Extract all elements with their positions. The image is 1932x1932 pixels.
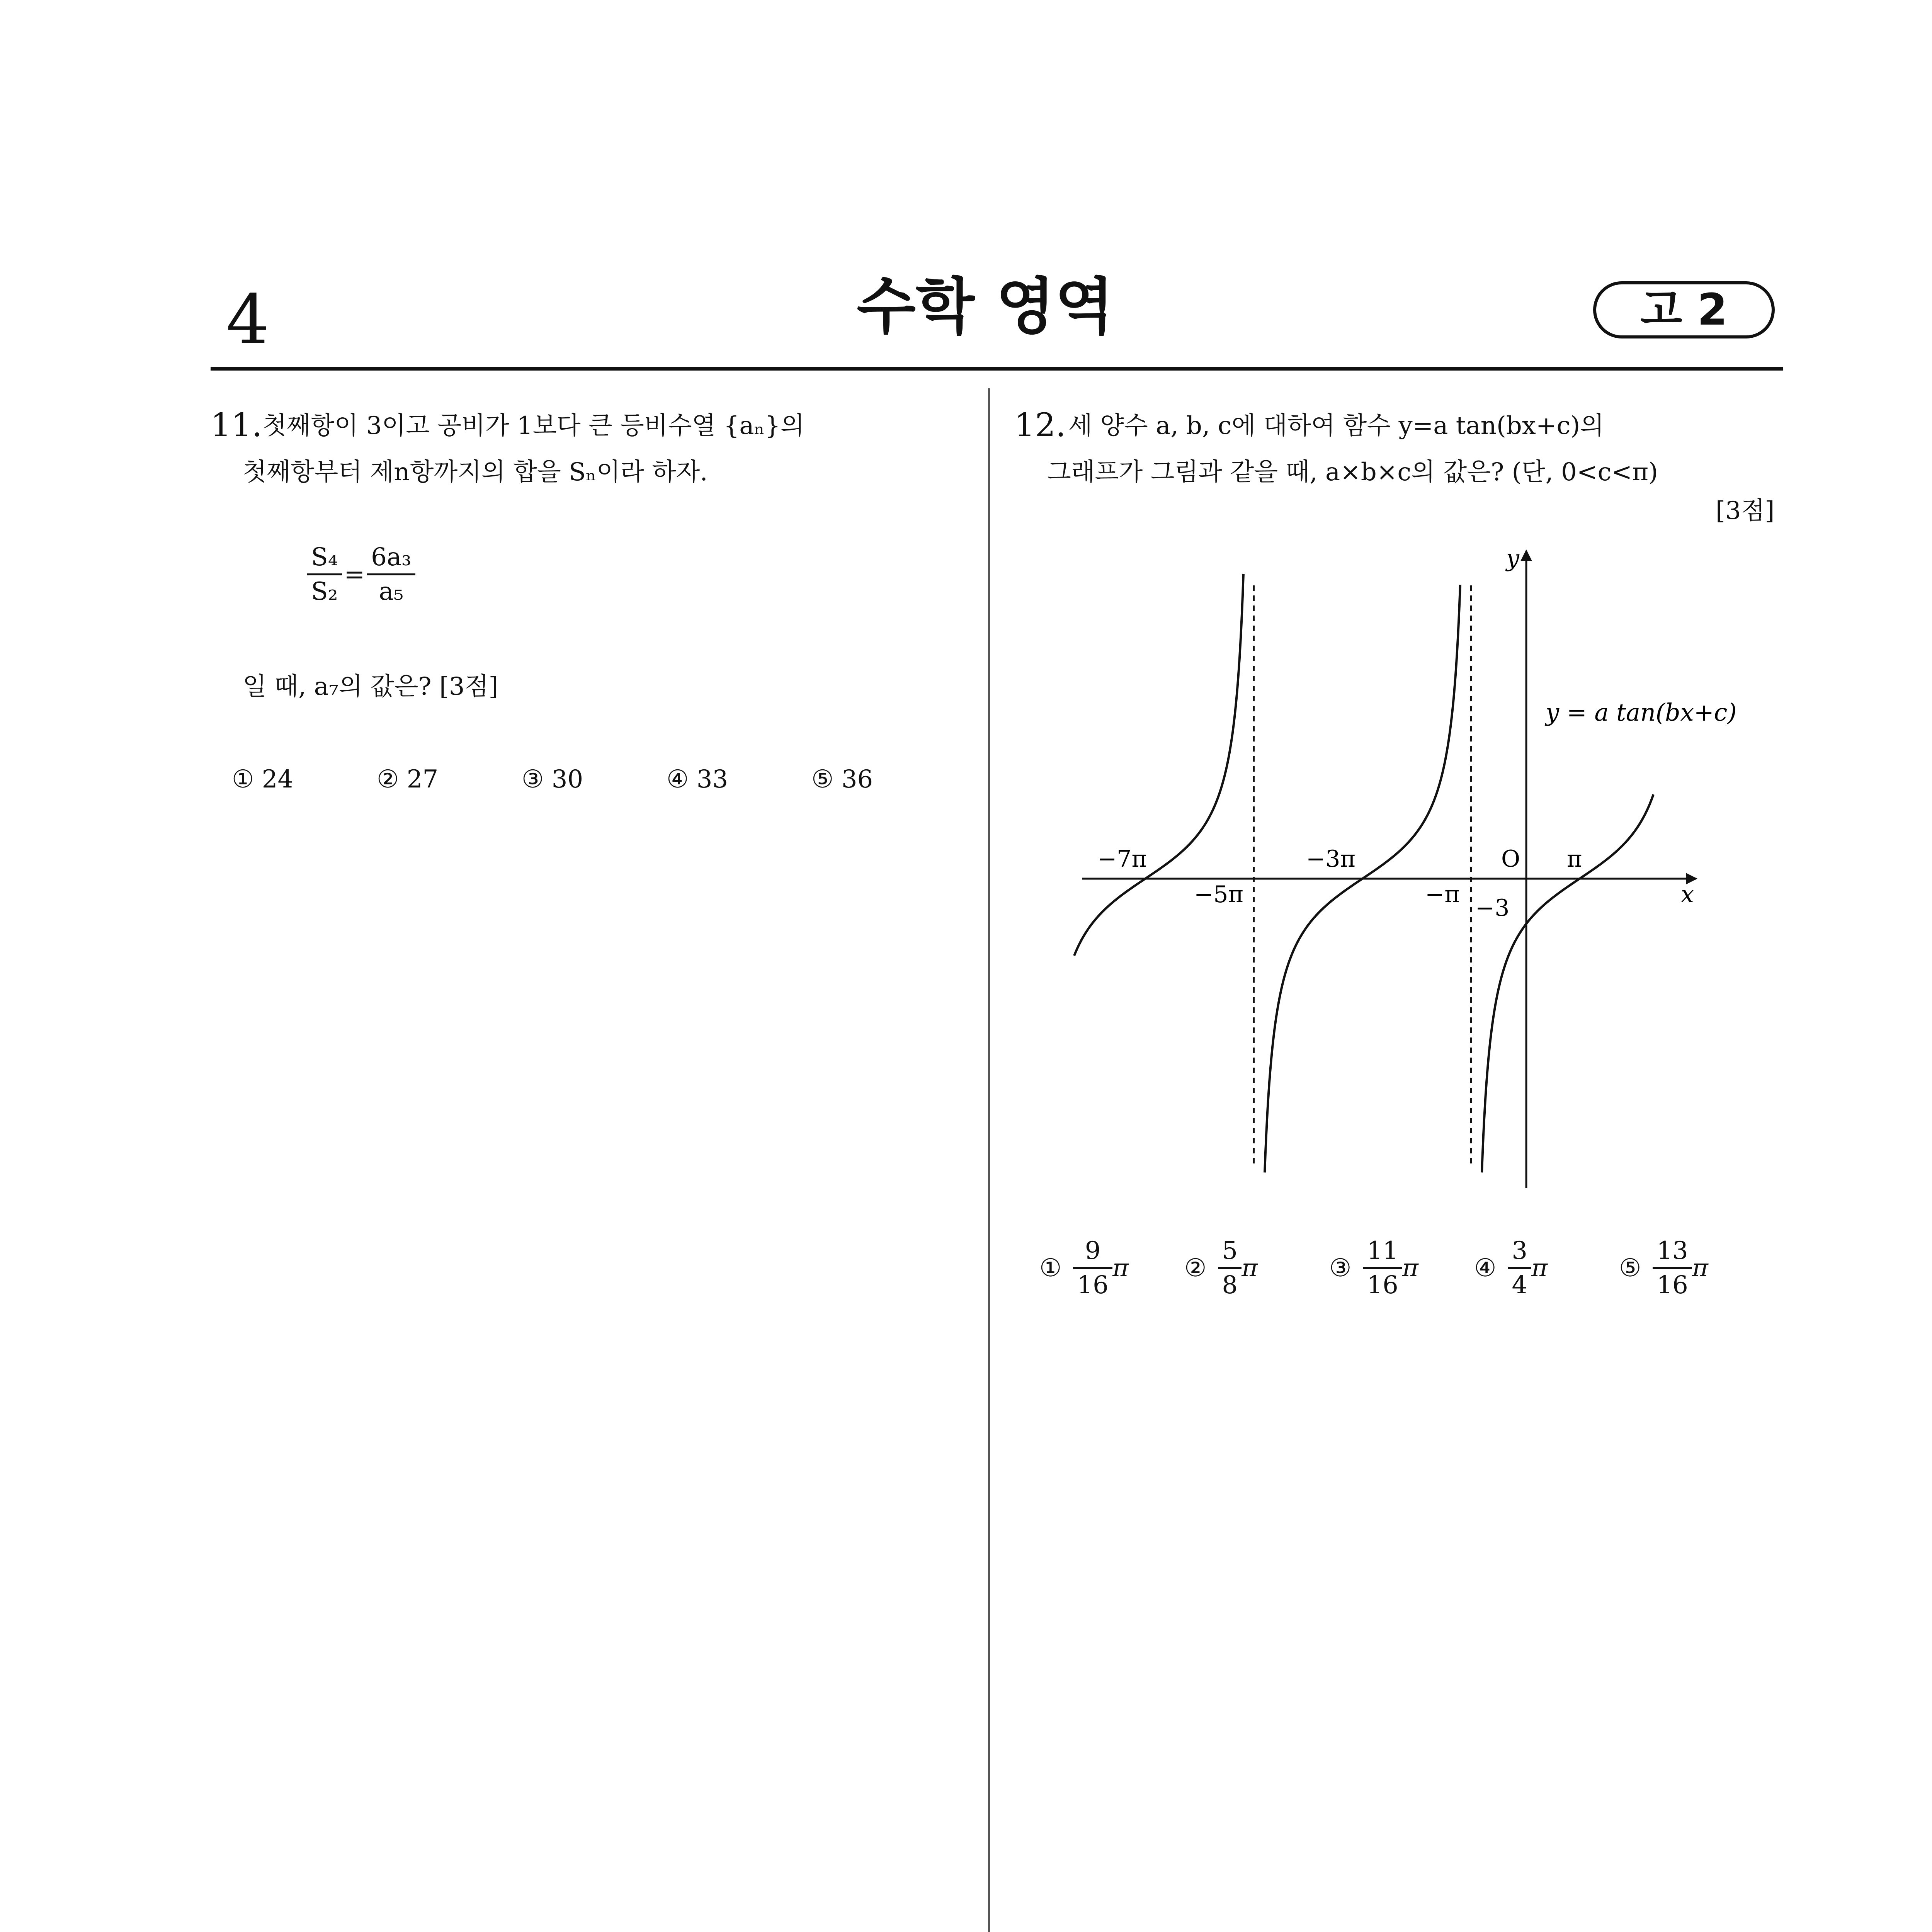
tick-label-neg-5pi: −5π <box>1194 881 1243 908</box>
question-text-line2: 그래프가 그림과 같을 때, a×b×c의 값은? (단, 0<c<π) <box>1047 458 1658 486</box>
choice-1[interactable]: ① 24 <box>232 765 294 794</box>
choice-fraction <box>1653 1238 1692 1298</box>
question-text-line2: 첫째항부터 제n항까지의 합을 Sₙ이라 하자. <box>243 458 708 486</box>
pi-symbol: π <box>1402 1253 1418 1282</box>
fraction-numerator: 11 <box>1363 1238 1402 1269</box>
tick-label-neg-3pi: −3π <box>1306 845 1355 872</box>
choice-1[interactable] <box>1039 1238 1129 1298</box>
choice-mark: ② <box>1184 1253 1207 1282</box>
column-divider <box>988 388 990 1932</box>
choice-fraction <box>1218 1238 1242 1298</box>
fraction-numerator: 9 <box>1073 1238 1112 1269</box>
page-number: 4 <box>226 280 269 359</box>
choice-4[interactable] <box>1474 1238 1548 1298</box>
fraction-denominator: 16 <box>1367 1271 1398 1299</box>
fraction-left <box>307 545 342 604</box>
fraction-numerator: 3 <box>1508 1238 1531 1269</box>
fraction-denominator: 16 <box>1077 1271 1109 1299</box>
choice-fraction <box>1363 1238 1402 1298</box>
fraction-numerator: S₄ <box>307 545 342 575</box>
pi-symbol: π <box>1692 1253 1708 1282</box>
grade-badge: 고 2 <box>1593 281 1775 338</box>
fraction-denominator: 16 <box>1656 1271 1688 1299</box>
equation <box>307 545 415 604</box>
tangent-graph <box>1066 539 1762 1196</box>
fraction-denominator: 8 <box>1222 1271 1238 1299</box>
subject-title: 수학 영역 <box>857 271 1114 342</box>
choice-5[interactable] <box>1619 1238 1708 1298</box>
pi-symbol: π <box>1242 1253 1258 1282</box>
choice-mark: ④ <box>1474 1253 1497 1282</box>
pi-symbol: π <box>1112 1253 1129 1282</box>
question-number: 11. <box>211 406 262 444</box>
fraction-denominator: a₅ <box>379 577 404 606</box>
header-rule <box>211 367 1783 371</box>
tick-label-neg-pi: −π <box>1425 881 1460 908</box>
choice-5[interactable]: ⑤ 36 <box>811 765 873 794</box>
choice-mark: ③ <box>1329 1253 1352 1282</box>
equals-sign: = <box>344 560 365 589</box>
origin-label: O <box>1501 845 1520 872</box>
tick-label-pi: π <box>1567 845 1582 872</box>
function-label: y = a tan(bx+c) <box>1546 698 1737 726</box>
fraction-right <box>367 545 415 604</box>
fraction-numerator: 13 <box>1653 1238 1692 1269</box>
question-prompt: 일 때, a₇의 값은? [3점] <box>243 672 498 701</box>
choice-fraction <box>1508 1238 1531 1298</box>
question-number: 12. <box>1014 406 1066 444</box>
choice-2[interactable]: ② 27 <box>377 765 439 794</box>
choice-2[interactable] <box>1184 1238 1258 1298</box>
fraction-denominator: S₂ <box>311 577 338 606</box>
choice-3[interactable] <box>1329 1238 1418 1298</box>
tick-label-neg-7pi: −7π <box>1097 845 1147 872</box>
x-axis-label: x <box>1681 881 1694 908</box>
question-text-line1: 첫째항이 3이고 공비가 1보다 큰 등비수열 {aₙ}의 <box>263 412 804 440</box>
y-intercept-label: −3 <box>1475 895 1510 922</box>
choice-fraction <box>1073 1238 1112 1298</box>
fraction-numerator: 5 <box>1218 1238 1242 1269</box>
choice-mark: ① <box>1039 1253 1062 1282</box>
fraction-numerator: 6a₃ <box>367 545 415 575</box>
choice-4[interactable]: ④ 33 <box>667 765 728 794</box>
points-label: [3점] <box>1716 497 1775 525</box>
choice-3[interactable]: ③ 30 <box>522 765 583 794</box>
choice-mark: ⑤ <box>1619 1253 1641 1282</box>
question-text-line1: 세 양수 a, b, c에 대하여 함수 y=a tan(bx+c)의 <box>1068 412 1604 440</box>
fraction-denominator: 4 <box>1512 1271 1528 1299</box>
y-axis-label: y <box>1506 545 1519 572</box>
pi-symbol: π <box>1531 1253 1548 1282</box>
